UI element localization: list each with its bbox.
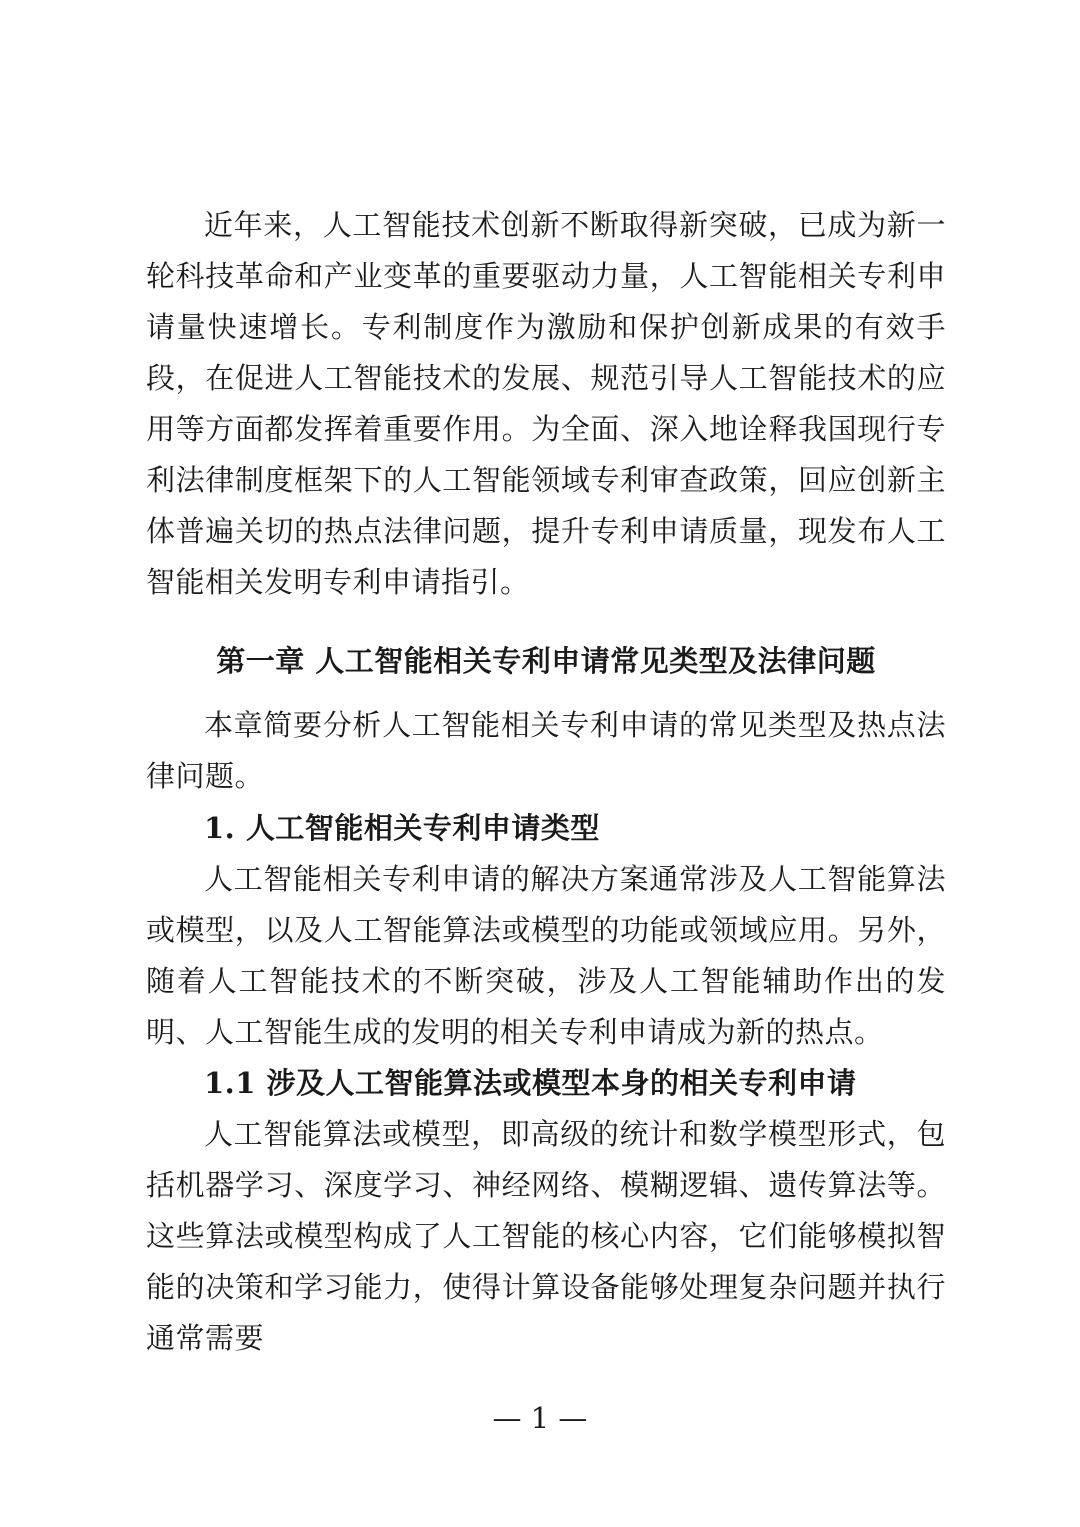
section-1-heading: 1. 人工智能相关专利申请类型 (204, 811, 600, 845)
chapter-title: 第一章 人工智能相关专利申请常见类型及法律问题 (216, 644, 876, 678)
page-number: — 1 — (492, 1401, 588, 1435)
chapter-intro-paragraph: 本章简要分析人工智能相关专利申请的常见类型及热点法律问题。 (146, 708, 946, 793)
section-1-1-paragraph: 人工智能算法或模型，即高级的统计和数学模型形式，包括机器学习、深度学习、神经网络、模糊逻辑、遗传算法等。这些算法或模型构成了人工智能的核心内容，它们能够模拟智能的决策和学习能力，使得计算设备能够处理复杂问题并执行通常需要 (146, 1117, 946, 1355)
section-1-paragraph: 人工智能相关专利申请的解决方案通常涉及人工智能算法或模型，以及人工智能算法或模型的功能或领域应用。另外，随着人工智能技术的不断突破，涉及人工智能辅助作出的发明、人工智能生成的发明的相关专利申请成为新的热点。 (146, 862, 946, 1049)
section-1-1-heading: 1.1 涉及人工智能算法或模型本身的相关专利申请 (204, 1066, 857, 1100)
intro-paragraph: 近年来，人工智能技术创新不断取得新突破，已成为新一轮科技革命和产业变革的重要驱动力量，人工智能相关专利申请量快速增长。专利制度作为激励和保护创新成果的有效手段，在促进人工智能技术的发展、规范引导人工智能技术的应用等方面都发挥着重要作用。为全面、深入地诠释我国现行专利法律制度框架下的人工智能领域专利审查政策，回应创新主体普遍关切的热点法律问题，提升专利申请质量，现发布人工智能相关发明专利申请指引。 (146, 208, 946, 599)
